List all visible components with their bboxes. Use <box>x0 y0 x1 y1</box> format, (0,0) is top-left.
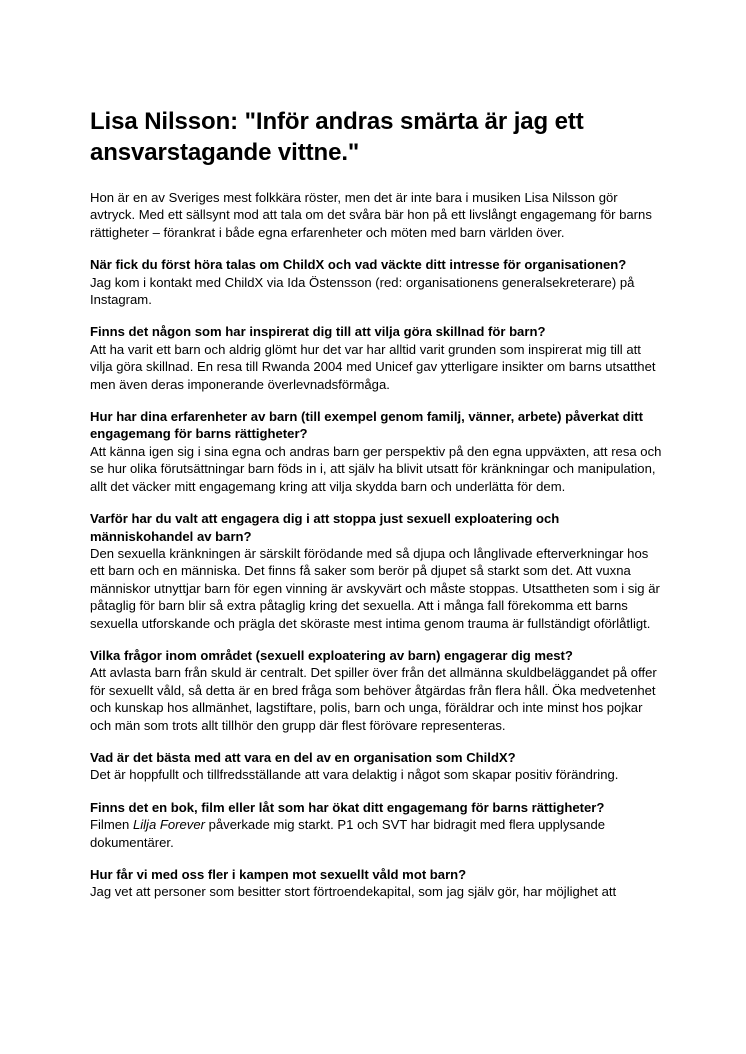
qa-item <box>90 647 662 734</box>
qa-item <box>90 749 662 784</box>
question: Finns det en bok, film eller låt som har ökat ditt engagemang för barns rättigheter? <box>90 799 605 815</box>
answer: Jag vet att personer som besitter stort förtroendekapital, som jag själv gör, har möjlighet att <box>90 884 617 900</box>
answer: Det är hoppfullt och tillfredsställande att vara delaktig i något som skapar positiv förändring. <box>90 767 619 783</box>
answer: Den sexuella kränkningen är särskilt förödande med så djupa och långlivade efterverkningar hos ett barn och en människa. Det finns få saker som berör på djupet så starkt som det. Att vuxna människor utnyttjar barn för egen vinning är avskyvärt och måste stoppas. Utsattheten som i sig är påtaglig för barn blir så extra påtaglig kring det sexuella. Att i många fall förekomma ett barns sexuella utforskande och prägla det sköraste mest intima genom trauma är fullständigt oförlåtligt. <box>90 545 660 631</box>
qa-item <box>90 510 662 632</box>
answer <box>90 816 662 851</box>
intro-paragraph: Hon är en av Sveriges mest folkkära röster, men det är inte bara i musiken Lisa Nilsson gör avtryck. Med ett sällsynt mod att tala om det svåra bär hon på ett livslångt engagemang för barns rättigheter – förankrat i både egna erfarenheter och möten med barn världen över. <box>90 190 652 240</box>
question: Hur har dina erfarenheter av barn (till exempel genom familj, vänner, arbete) påverkat ditt engagemang för barns rättigheter? <box>90 409 644 442</box>
answer-text: Filmen <box>90 817 133 833</box>
answer-text: påverkade mig starkt. P1 och SVT har bidragit med flera upplysande dokumentärer. <box>90 817 606 850</box>
qa-item <box>90 866 662 901</box>
question: Vilka frågor inom området (sexuell exploatering av barn) engagerar dig mest? <box>90 647 573 663</box>
answer: Jag kom i kontakt med ChildX via Ida Östensson (red: organisationens generalsekreterare) på Instagram. <box>90 274 635 308</box>
document-page <box>90 106 662 916</box>
film-title: Lilja Forever <box>132 817 205 833</box>
answer: Att ha varit ett barn och aldrig glömt hur det var har alltid varit grunden som inspirerat mig till att vilja göra skillnad. En resa till Rwanda 2004 med Unicef gav ytterligare insikter om barns utsatthet men även deras imponerande överlevnadsförmåga. <box>90 341 656 392</box>
question: Hur får vi med oss fler i kampen mot sexuellt våld mot barn? <box>90 867 467 882</box>
qa-item <box>90 408 662 495</box>
page-title: Lisa Nilsson: "Inför andras smärta är jag ett ansvarstagande vittne." <box>90 108 584 166</box>
question: Vad är det bästa med att vara en del av en organisation som ChildX? <box>90 749 516 765</box>
qa-item <box>90 799 662 851</box>
question: Varför har du valt att engagera dig i att stoppa just sexuell exploatering och människohandel av barn? <box>90 511 560 544</box>
qa-item <box>90 323 662 393</box>
qa-item <box>90 256 662 308</box>
question: När fick du först höra talas om ChildX och vad väckte ditt intresse för organisationen? <box>90 257 627 273</box>
answer: Att känna igen sig i sina egna och andras barn ger perspektiv på den egna uppväxten, att resa och se hur olika förutsättningar barn föds in i, att själv ha blivit utsatt för kränkningar och manipulation, allt det väcker mitt engagemang kring att vilja skydda barn och underlätta för dem. <box>90 443 662 494</box>
question: Finns det någon som har inspirerat dig till att vilja göra skillnad för barn? <box>90 324 546 340</box>
answer: Att avlasta barn från skuld är centralt. Det spiller över från det allmänna skuldbeläggandet på offer för sexuellt våld, så detta är en bred fråga som behöver åtgärdas från flera håll. Öka medvetenhet och kunskap hos allmänhet, lagstiftare, polis, barn och unga, föräldrar och inte minst hos pojkar och män som trots allt tillhör den grupp där flest förövare representeras. <box>90 665 657 733</box>
